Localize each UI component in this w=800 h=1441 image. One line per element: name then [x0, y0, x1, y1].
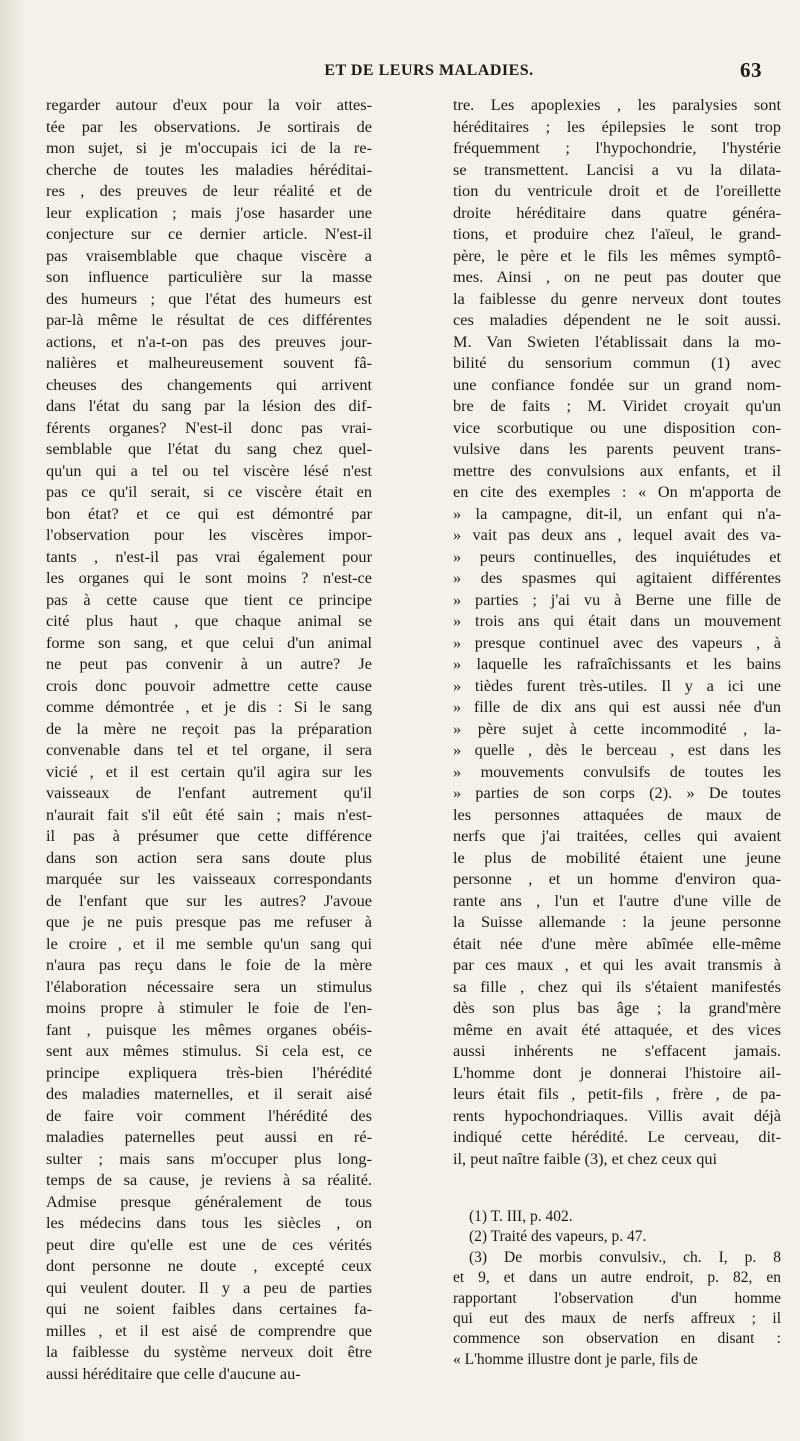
text-line: ces maladies dépendent ne le soit aussi.: [453, 310, 781, 329]
text-line: L'homme dont je donnerai l'histoire ail-: [453, 1062, 781, 1082]
text-line: personne , et un homme d'environ qua-: [453, 869, 781, 888]
text-line: » laquelle les rafraîchissants et les bains: [453, 654, 781, 673]
text-line: (2) Traité des vapeurs, p. 47.: [469, 1228, 647, 1246]
left-text-column: [46, 94, 372, 1384]
text-line: il, peut naître faible (3), et chez ceux qui: [453, 1148, 717, 1168]
text-line: des maladies maternelles, et il serait aisé: [46, 1084, 372, 1103]
text-line: la faiblesse du genre nerveux dont toutes: [453, 288, 781, 308]
text-line: » père sujet à cette incommodité , la-: [453, 718, 781, 738]
text-line: droite héréditaire dans quatre généra-: [453, 202, 781, 222]
text-line: regarder autour d'eux pour la voir attes-: [46, 95, 372, 114]
text-line: semblable que l'état du sang chez quel-: [46, 439, 372, 458]
text-line: ne peut pas convenir à un autre? Je: [46, 654, 372, 673]
text-line: qui ne soient faibles dans certaines fa-: [46, 1299, 372, 1318]
text-line: vicié , et il est certain qu'il agira sur les: [46, 761, 372, 781]
text-line: nerfs que j'ai traitées, celles qui avaient: [453, 826, 781, 845]
text-line: férents organes? N'est-il donc pas vrai-: [46, 417, 372, 437]
text-line: nalières et malheureusement souvent fâ-: [46, 353, 372, 372]
text-line: actions, et n'a-t-on pas des preuves jour-: [46, 331, 372, 351]
text-line: bilité du sensorium commun (1) avec: [453, 353, 781, 372]
text-line: sa fille , chez qui ils s'étaient manifestés: [453, 976, 781, 996]
text-line: convenable dans tel et tel organe, il sera: [46, 740, 372, 759]
text-line: rents hypochondriaques. Villis avait déjà: [453, 1105, 781, 1125]
text-line: se transmettent. Lancisi a vu la dilata-: [453, 159, 781, 179]
text-line: M. Van Swieten l'établissait dans la mo-: [453, 331, 781, 351]
text-line: moins propre à stimuler le foie de l'en-: [46, 998, 372, 1017]
text-line: Admise presque généralement de tous: [46, 1191, 372, 1211]
text-line: comme démontrée , et je dis : Si le sang: [46, 697, 372, 716]
text-line: dès son plus bas âge ; la grand'mère: [453, 998, 781, 1017]
text-line: leurs était fils , petit-fils , frère , de pa-: [453, 1084, 781, 1103]
text-line: res , des preuves de leur réalité et de: [46, 181, 372, 200]
text-line: de faire voir comment l'hérédité des: [46, 1105, 372, 1125]
text-line: fant , puisque les mêmes organes obéis-: [46, 1019, 372, 1039]
text-line: l'observation pour les viscères impor-: [46, 525, 372, 544]
text-line: les personnes attaquées de maux de: [453, 804, 781, 824]
text-line: » mouvements convulsifs de toutes les: [453, 761, 781, 781]
text-line: » peurs continuelles, des inquiétudes et: [453, 546, 781, 566]
text-line: dans l'état du sang par la lésion des dif-: [46, 396, 372, 415]
text-line: vulsive dans les parents peuvent trans-: [453, 439, 781, 458]
text-line: vice scorbutique ou une disposition con-: [453, 417, 781, 437]
text-line: milles , et il est aisé de comprendre que: [46, 1320, 372, 1340]
text-line: son influence particulière sur la masse: [46, 267, 372, 286]
text-line: père, le père et le fils les mêmes symptô-: [453, 245, 781, 265]
text-line: fréquemment ; l'hypochondrie, l'hystérie: [453, 138, 781, 157]
text-line: tions, et produire chez l'aïeul, le grand-: [453, 224, 781, 243]
text-line: conjecture sur ce dernier article. N'est-il: [46, 224, 372, 243]
text-line: sulter ; mais sans m'occuper plus long-: [46, 1148, 372, 1168]
text-line: les médecins dans tous les siècles , on: [46, 1213, 372, 1232]
text-line: il pas à présumer que cette différence: [46, 826, 372, 845]
text-line: aussi héréditaire que celle d'aucune au-: [46, 1363, 301, 1383]
text-line: indiqué cette hérédité. Le cerveau, dit-: [453, 1127, 781, 1146]
text-line: temps de sa cause, je reviens à sa réalité.: [46, 1170, 372, 1189]
text-line: la faiblesse du système nerveux doit être: [46, 1342, 372, 1361]
text-line: pas vraisemblable que chaque viscère a: [46, 245, 372, 265]
text-line: » trois ans qui était dans un mouvement: [453, 611, 781, 630]
text-line: mes. Ainsi , on ne peut pas douter que: [453, 267, 781, 286]
text-line: » tièdes furent très-utiles. Il y a ici une: [453, 675, 781, 695]
text-line: cité plus haut , que chaque animal se: [46, 611, 372, 630]
text-line: de l'enfant que sur les autres? J'avoue: [46, 890, 372, 910]
text-line: rapportant l'observation d'un homme: [453, 1289, 781, 1307]
page-header: [96, 58, 762, 84]
text-line: forme son sang, et que celui d'un animal: [46, 632, 372, 652]
text-line: bon état? et ce qui est démontré par: [46, 503, 372, 523]
text-line: pas à cette cause que tient ce principe: [46, 589, 372, 609]
text-line: sent aux mêmes stimulus. Si cela est, ce: [46, 1041, 372, 1060]
text-line: n'aura pas reçu dans le foie de la mère: [46, 955, 372, 974]
text-line: » des spasmes qui agitaient différentes: [453, 568, 781, 587]
text-line: principe expliquera très-bien l'hérédité: [46, 1062, 372, 1082]
text-line: bre de faits ; M. Viridet croyait qu'un: [453, 396, 781, 415]
page-number: 63: [740, 58, 762, 82]
text-line: » parties ; j'ai vu à Berne une fille de: [453, 589, 781, 609]
text-line: rante ans , l'un et l'autre d'une ville de: [453, 890, 781, 910]
text-line: de la mère ne reçoit pas la préparation: [46, 718, 372, 738]
text-line: commence son observation en disant :: [453, 1330, 781, 1348]
text-line: qui eut des maux de nerfs affreux ; il: [453, 1309, 781, 1327]
text-line: » parties de son corps (2). » De toutes: [453, 783, 781, 802]
text-line: peut dire qu'elle est une de ces vérités: [46, 1234, 372, 1254]
page-binding-edge: [0, 0, 26, 1441]
text-line: crois donc pouvoir admettre cette cause: [46, 675, 372, 695]
text-line: (1) T. III, p. 402.: [469, 1208, 573, 1225]
text-line: aussi inhérents ne s'effacent jamais.: [453, 1041, 781, 1060]
text-line: marquée sur les vaisseaux correspondants: [46, 869, 372, 888]
text-line: en cite des exemples : « On m'apporta de: [453, 482, 781, 501]
text-line: n'aurait fait s'il eût été sain ; mais n'est-: [46, 804, 372, 824]
text-line: » vait pas deux ans , lequel avait des va-: [453, 525, 781, 544]
text-line: même en avait été attaquée, et des vices: [453, 1019, 781, 1039]
text-line: des humeurs ; que l'état des humeurs est: [46, 288, 372, 308]
text-line: héréditaires ; les épilepsies le sont trop: [453, 116, 781, 136]
text-line: leur explication ; mais j'ose hasarder une: [46, 202, 372, 222]
text-line: l'élaboration nécessaire sera un stimulus: [46, 976, 372, 996]
text-line: mettre des convulsions aux enfants, et il: [453, 460, 781, 480]
text-line: mon sujet, si je m'occupais ici de la re-: [46, 138, 372, 157]
text-line: que je ne puis presque pas me refuser à: [46, 912, 372, 931]
text-line: par-là même le résultat de ces différentes: [46, 310, 372, 329]
text-line: « L'homme illustre dont je parle, fils de: [453, 1350, 698, 1368]
text-line: les organes qui le sont moins ? n'est-ce: [46, 568, 372, 587]
footnotes: [453, 1207, 781, 1370]
right-text-column: [453, 94, 781, 1370]
text-line: » quelle , dès le berceau , est dans les: [453, 740, 781, 759]
text-line: (3) De morbis convulsiv., ch. I, p. 8: [469, 1248, 781, 1266]
text-line: tion du ventricule droit et de l'oreillette: [453, 181, 781, 200]
text-line: tre. Les apoplexies , les paralysies sont: [453, 95, 781, 114]
text-line: » la campagne, dit-il, un enfant qui n'a-: [453, 503, 781, 523]
text-line: qu'un qui a tel ou tel viscère lésé n'est: [46, 460, 372, 480]
text-line: une confiance fondée sur un grand nom-: [453, 374, 781, 394]
text-line: par ces maux , et qui les avait transmis à: [453, 955, 781, 974]
text-line: pas ce qu'il serait, si ce viscère était en: [46, 482, 372, 501]
text-line: vaisseaux de l'enfant autrement qu'il: [46, 783, 372, 802]
text-line: maladies paternelles peut aussi en ré-: [46, 1127, 372, 1146]
text-line: cherche de toutes les maladies héréditai-: [46, 159, 372, 179]
text-line: » fille de dix ans qui est aussi née d'un: [453, 697, 781, 716]
text-line: » presque continuel avec des vapeurs , à: [453, 632, 781, 652]
text-line: était née d'une mère abîmée elle-même: [453, 933, 781, 953]
text-line: le plus de mobilité étaient une jeune: [453, 847, 781, 867]
text-line: la Suisse allemande : la jeune personne: [453, 912, 781, 931]
text-line: cheuses des changements qui arrivent: [46, 374, 372, 394]
text-line: tée par les observations. Je sortirais de: [46, 116, 372, 136]
text-line: dont personne ne doute , excepté ceux: [46, 1256, 372, 1275]
text-line: et 9, et dans un autre endroit, p. 82, en: [453, 1269, 781, 1287]
text-line: qui veulent douter. Il y a peu de parties: [46, 1277, 372, 1297]
text-line: dans son action sera sans doute plus: [46, 847, 372, 867]
running-head: ET DE LEURS MALADIES.: [324, 62, 534, 79]
text-line: tants , n'est-il pas vrai également pour: [46, 546, 372, 566]
text-line: le croire , et il me semble qu'un sang qui: [46, 933, 372, 953]
right-column-body: [453, 94, 781, 1169]
